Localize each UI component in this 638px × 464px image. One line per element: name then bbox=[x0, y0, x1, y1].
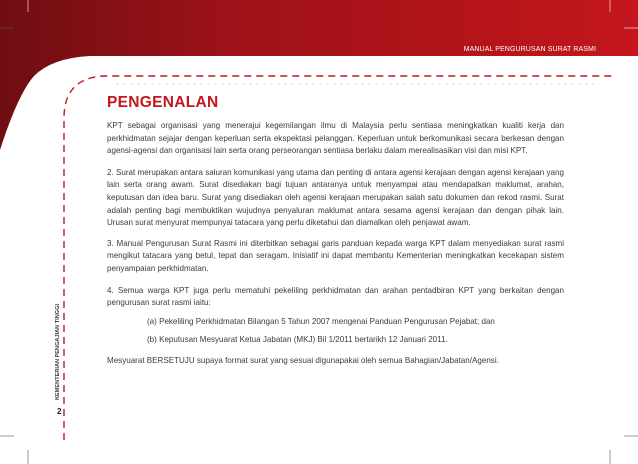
section-title: PENGENALAN bbox=[107, 94, 219, 111]
list-item: (b) Keputusan Mesyuarat Ketua Jabatan (MKJ) Bil 1/2011 bertarikh 12 Januari 2011. bbox=[147, 335, 448, 345]
closing-paragraph: Mesyuarat BERSETUJU supaya format surat yang sesuai digunapakai oleh semua Bahagian/Jabatan/Agensi. bbox=[107, 355, 499, 365]
running-header: MANUAL PENGURUSAN SURAT RASMI bbox=[463, 46, 596, 53]
paragraph-2: 2. Surat merupakan antara saluran komunikasi yang utama dan penting di antara agensi kerajaan dengan agensi kerajaan yang lain serta orang awam. Surat disediakan bagi tujuan antaranya untuk menyampai atau mendapatkan maklumat, arahan, keputusan dan idea baru. Surat yang disediakan oleh agensi kerajaan merupakan salah satu dokumen dan rekod rasmi. Surat adalah penting bagi membuktikan wujudnya penyaluran maklumat antara sesama agensi kerajaan dan dengan pihak lain. Urusan surat menyurat mempunyai tatacara yang perlu diketahui dan diamalkan oleh penjawat awam. bbox=[107, 167, 564, 228]
ministry-side-label: KEMENTERIAN PENGAJIAN TINGGI bbox=[55, 303, 61, 400]
paragraph-4: 4. Semua warga KPT juga perlu mematuhi pekeliling perkhidmatan dan arahan pentadbiran KPT yang berkaitan dengan pengurusan surat rasmi iaitu: bbox=[107, 285, 564, 308]
page-number: 2 bbox=[57, 407, 62, 416]
list-item: (a) Pekeliling Perkhidmatan Bilangan 5 Tahun 2007 mengenai Panduan Pengurusan Pejabat; dan bbox=[147, 316, 495, 326]
paragraph-1: KPT sebagai organisasi yang menerajui kegemilangan ilmu di Malaysia perlu sentiasa meningkatkan kualiti kerja dan perkhidmatan sejajar dengan keperluan serta ekspektasi pelanggan. Keperluan untuk berkomunikasi secara berkesan dengan agensi-agensi dan organisasi lain serta orang perseorangan sentiasa berlaku dalam merealisasikan visi dan misi KPT. bbox=[107, 121, 564, 156]
page-content bbox=[107, 94, 564, 368]
paragraph-3: 3. Manual Pengurusan Surat Rasmi ini diterbitkan sebagai garis panduan kepada warga KPT dalam menyediakan surat rasmi mengikut tatacara yang betul, tepat dan seragam. Inisiatif ini dapat membantu Kementerian meningkatkan kecekapan sistem penyampaian perkhidmatan. bbox=[107, 238, 564, 273]
